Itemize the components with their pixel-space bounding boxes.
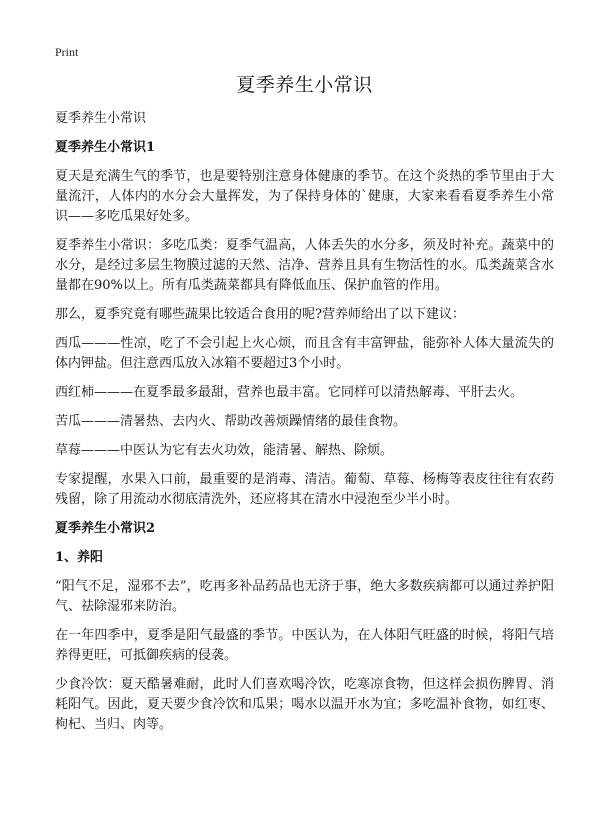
- paragraph: 那么，夏季究竟有哪些蔬果比较适合食用的呢?营养师给出了以下建议：: [55, 307, 465, 322]
- section-2-heading: 夏季养生小常识2: [55, 521, 156, 536]
- paragraph: 苦瓜———清暑热、去内火、帮助改善烦躁情绪的最佳食物。: [55, 414, 407, 429]
- document-title: 夏季养生小常识: [236, 74, 373, 96]
- section-1-heading: 夏季养生小常识1: [55, 140, 156, 155]
- print-link[interactable]: Print: [55, 45, 79, 59]
- paragraph: 专家提醒，水果入口前，最重要的是消毒、清洁。葡萄、草莓、杨梅等表皮往往有农药残留，除了用流动水彻底清洗外，还应将其在清水中浸泡至少半小时。: [55, 472, 554, 507]
- document-subtitle: 夏季养生小常识: [55, 111, 147, 126]
- section-2-subheading: 1、养阳: [55, 550, 104, 565]
- paragraph: 西红柿———在夏季最多最甜，营养也最丰富。它同样可以清热解毒、平肝去火。: [55, 385, 524, 400]
- paragraph: 草莓———中医认为它有去火功效，能清暑、解热、除烦。: [55, 443, 394, 458]
- paragraph: 夏季养生小常识：多吃瓜类：夏季气温高，人体丢失的水分多，须及时补充。蔬菜中的水分，是经过多层生物膜过滤的天然、洁净、营养且具有生物活性的水。瓜类蔬菜含水量都在90%以上。所有瓜类蔬菜都具有降低血压、保护血管的作用。: [55, 238, 554, 293]
- paragraph: 西瓜———性凉，吃了不会引起上火心烦，而且含有丰富钾盐，能弥补人体大量流失的体内钾盐。但注意西瓜放入冰箱不要超过3个小时。: [55, 336, 554, 371]
- paragraph: 在一年四季中，夏季是阳气最盛的季节。中医认为，在人体阳气旺盛的时候，将阳气培养得更旺，可抵御疾病的侵袭。: [55, 628, 554, 663]
- paragraph: 少食冷饮：夏天酷暑难耐，此时人们喜欢喝冷饮，吃寒凉食物，但这样会损伤脾胃、消耗阳气。因此，夏天要少食冷饮和瓜果；喝水以温开水为宜；多吃温补食物，如红枣、枸杞、当归、肉等。: [55, 677, 554, 732]
- paragraph: 夏天是充满生气的季节，也是要特别注意身体健康的季节。在这个炎热的季节里由于大量流汗，人体内的水分会大量挥发，为了保持身体的`健康，大家来看看夏季养生小常识——多吃瓜果好处多。: [55, 169, 554, 224]
- paragraph: “阳气不足，湿邪不去”，吃再多补品药品也无济于事，绝大多数疾病都可以通过养护阳气、祛除湿邪来防治。: [55, 579, 554, 614]
